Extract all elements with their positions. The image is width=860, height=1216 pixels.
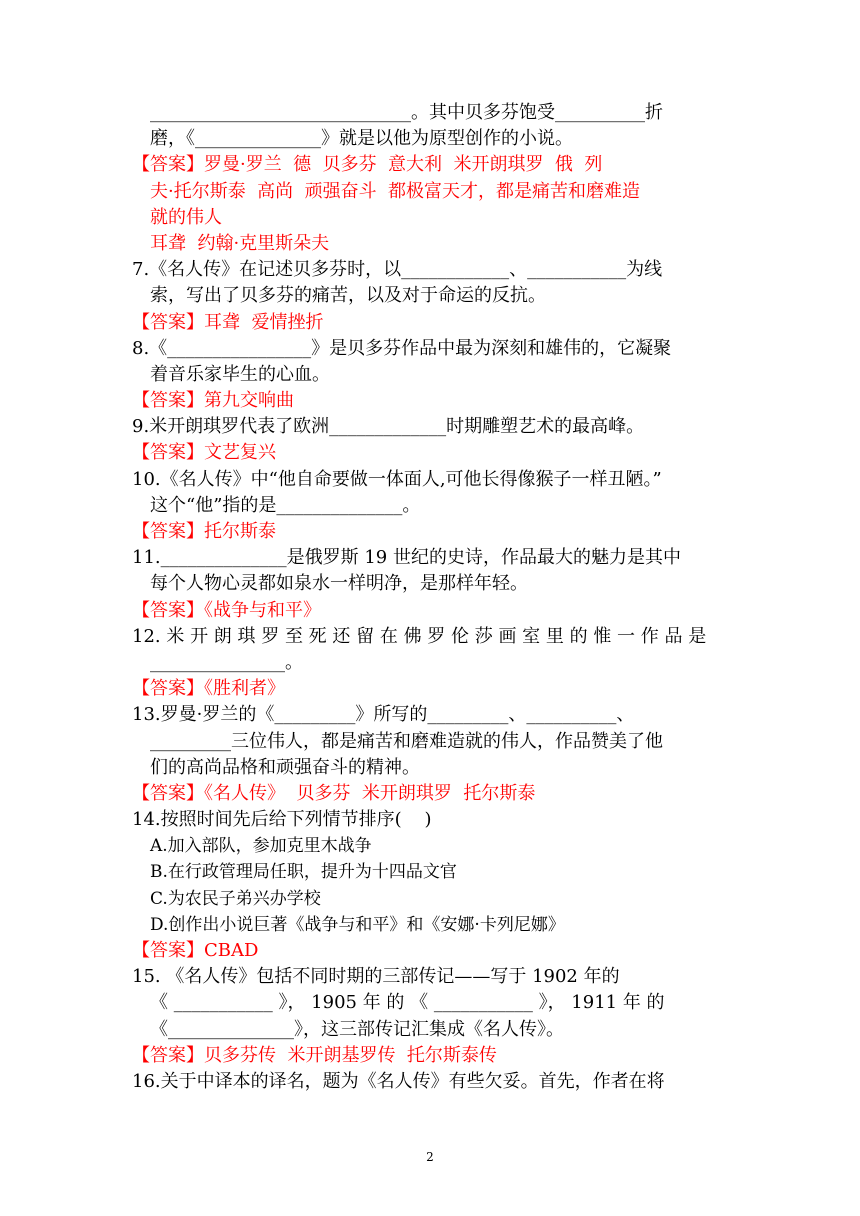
text-line: 16.关于中译本的译名，题为《名人传》有些欠妥。首先，作者在将 bbox=[132, 1070, 665, 1092]
text-line: 们的高尚品格和顽强奋斗的精神。 bbox=[150, 756, 420, 778]
text-line: 《______________》，这三部传记汇集成《名人传》。 bbox=[150, 1018, 564, 1040]
answer-line: 【答案】罗曼·罗兰 德 贝多芬 意大利 米开朗琪罗 俄 列 bbox=[132, 154, 603, 176]
text-line: 9.米开朗琪罗代表了欧洲_____________时期雕塑艺术的最高峰。 bbox=[132, 416, 645, 438]
text-line: 12. 米 开 朗 琪 罗 至 死 还 留 在 佛 罗 伦 莎 画 室 里 的 惟 一 作 品 是 bbox=[132, 625, 707, 647]
text-line: 这个“他”指的是______________。 bbox=[150, 494, 421, 516]
answer-line: 【答案】《名人传》 贝多芬 米开朗琪罗 托尔斯泰 bbox=[132, 782, 536, 804]
text-line: _________三位伟人，都是痛苦和磨难造就的伟人，作品赞美了他 bbox=[150, 730, 663, 752]
text-line: 7.《名人传》在记述贝多芬时，以____________、___________为线 bbox=[132, 259, 663, 281]
answer-line: 【答案】托尔斯泰 bbox=[132, 521, 276, 542]
answer-line: 耳聋 约翰·克里斯朵夫 bbox=[150, 232, 330, 254]
text-line: 《 ___________ 》， 1905 年 的 《 ___________ 》， 1911 年 的 bbox=[150, 992, 665, 1014]
text-line: 14.按照时间先后给下列情节排序( ) bbox=[132, 809, 432, 831]
page-number: 2 bbox=[426, 1150, 434, 1164]
answer-line: 【答案】贝多芬传 米开朗基罗传 托尔斯泰传 bbox=[132, 1044, 497, 1066]
answer-line: 【答案】《胜利者》 bbox=[132, 678, 285, 700]
answer-line: 【答案】文艺复兴 bbox=[132, 442, 276, 464]
text-line: 10.《名人传》中“他自命要做一体面人,可他长得像猴子一样丑陋。” bbox=[132, 468, 662, 490]
answer-line: 夫·托尔斯泰 高尚 顽强奋斗 都极富天才，都是痛苦和磨难造 bbox=[150, 180, 641, 202]
text-line: _____________________________。其中贝多芬饱受__________折 bbox=[150, 102, 663, 123]
text-line: C.为农民子弟兴办学校 bbox=[150, 888, 321, 909]
text-line: 11.______________是俄罗斯 19 世纪的史诗，作品最大的魅力是其中 bbox=[132, 547, 681, 569]
document-body bbox=[132, 100, 732, 1095]
answer-line: 就的伟人 bbox=[150, 206, 222, 228]
text-line: _______________。 bbox=[150, 651, 303, 673]
answer-line: 【答案】CBAD bbox=[132, 940, 259, 961]
text-line: D.创作出小说巨著《战争与和平》和《安娜·卡列尼娜》 bbox=[150, 914, 565, 935]
text-line: 8.《________________》是贝多芬作品中最为深刻和雄伟的，它凝聚 bbox=[132, 337, 672, 359]
text-line: 13.罗曼·罗兰的《_________》所写的_________、__________、 bbox=[132, 704, 635, 726]
answer-line: 【答案】《战争与和平》 bbox=[132, 599, 321, 621]
text-line: 着音乐家毕生的心血。 bbox=[150, 363, 330, 385]
text-line: 15. 《名人传》包括不同时期的三部传记——写于 1902 年的 bbox=[132, 966, 620, 988]
text-line: 每个人物心灵都如泉水一样明净，是那样年轻。 bbox=[150, 573, 528, 595]
text-line: A.加入部队，参加克里木战争 bbox=[150, 836, 372, 857]
text-line: 索，写出了贝多芬的痛苦，以及对于命运的反抗。 bbox=[150, 285, 546, 307]
text-line: B.在行政管理局任职，提升为十四品文官 bbox=[150, 862, 457, 883]
text-line: 磨，《______________》就是以他为原型创作的小说。 bbox=[150, 128, 573, 150]
answer-line: 【答案】耳聋 爱情挫折 bbox=[132, 311, 324, 333]
answer-line: 【答案】第九交响曲 bbox=[132, 390, 294, 412]
